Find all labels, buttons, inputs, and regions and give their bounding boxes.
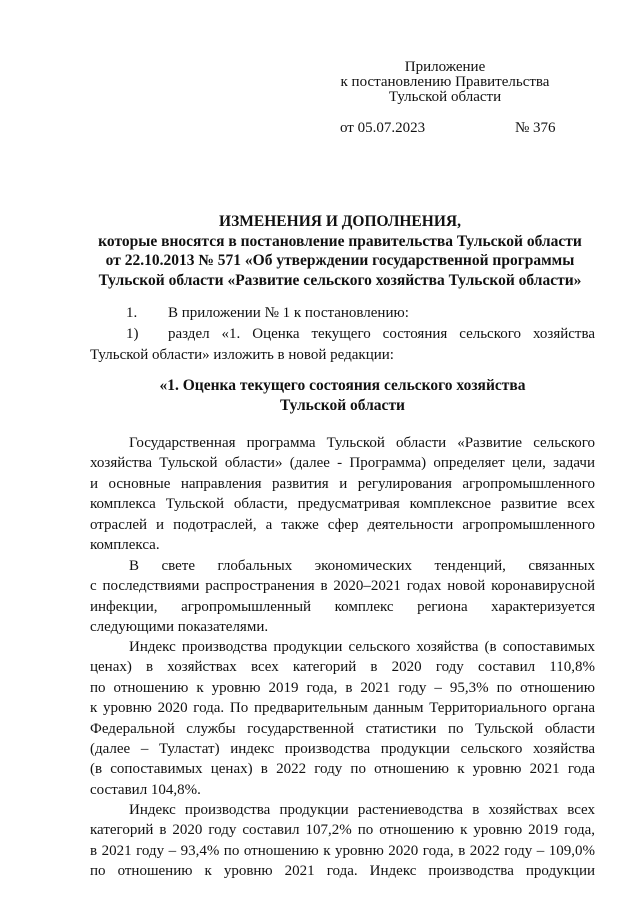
paragraph-line: отраслей и подотраслей, а также сфер деятельности агропромышленного <box>90 516 595 533</box>
list-item-2-text-rest <box>90 345 595 365</box>
paragraph-line: Государственная программа Тульской области «Развитие сельского <box>129 435 595 451</box>
decree-number: № 376 <box>515 120 556 136</box>
paragraph-line: инфекции, агропромышленный комплекс региона характеризуется <box>90 598 595 615</box>
paragraph-line: комплекса Тульской области, предусматривая комплексное развитие всех <box>90 496 595 513</box>
title-line-3: от 22.10.2013 № 571 «Об утверждении государственной программы <box>105 252 575 269</box>
paragraph-line: следующими показателями. <box>90 619 269 636</box>
paragraph-4 <box>90 800 595 882</box>
list-item-1-number: 1. <box>126 305 138 321</box>
paragraph-line: по отношению к уровню 2021 года. Индекс производства продукции <box>90 863 595 880</box>
paragraph-line: комплекса. <box>90 537 160 554</box>
paragraph-line: категорий в 2020 году составил 107,2% по отношению к уровню 2019 года, <box>90 822 595 839</box>
list-item-2-text-a: раздел «1. Оценка текущего состояния сельского хозяйства <box>168 326 595 342</box>
paragraph-line: (далее – Туластат) индекс производства продукции сельского хозяйства <box>90 741 595 758</box>
paragraph-line: и основные направления развития и регулирования агропромышленного <box>90 475 595 492</box>
list-item-2-text-first <box>168 324 595 344</box>
paragraph-line: Индекс производства продукции растениеводства в хозяйствах всех <box>129 802 595 818</box>
appendix-header <box>320 60 570 105</box>
paragraph-line: ценах) в хозяйствах всех категорий в 2020 году составил 110,8% <box>90 659 595 676</box>
section-heading-line-1: «1. Оценка текущего состояния сельского хозяйства <box>159 377 526 394</box>
paragraph-3 <box>90 637 595 800</box>
list-item-1-text: В приложении № 1 к постановлению: <box>168 305 409 321</box>
section-heading-line-2: Тульской области <box>280 397 405 414</box>
decree-date: от 05.07.2023 <box>340 120 426 136</box>
paragraph-line: к уровню 2020 года. По предварительным данным Территориального органа <box>90 700 595 717</box>
title-line-4: Тульской области «Развитие сельского хозяйства Тульской области» <box>98 271 582 289</box>
list-item-2-number: 1) <box>126 326 139 342</box>
paragraph-line: в 2021 году – 93,4% по отношению к уровню 2020 года, в 2022 году – 109,0% <box>90 842 595 859</box>
paragraph-line: (в сопоставимых ценах) в 2022 году по отношению к уровню 2021 года <box>90 761 595 778</box>
paragraph-2 <box>90 556 595 638</box>
paragraph-line: по отношению к уровню 2019 года, в 2021 году – 95,3% по отношению <box>90 679 595 696</box>
paragraph-line: В свете глобальных экономических тенденций, связанных <box>129 558 595 574</box>
paragraph-line: с последствиями распространения в 2020–2021 годах новой коронавирусной <box>90 578 595 595</box>
title-line-1: ИЗМЕНЕНИЯ И ДОПОЛНЕНИЯ, <box>219 213 461 230</box>
paragraph-line: хозяйства Тульской области» (далее - Программа) определяет цели, задачи <box>90 455 595 472</box>
appendix-line-3: Тульской области <box>388 89 502 105</box>
paragraph-line: Индекс производства продукции сельского хозяйства (в сопоставимых <box>129 639 595 655</box>
section-heading <box>90 376 595 416</box>
document-title <box>80 212 600 290</box>
appendix-line-1: Приложение <box>404 59 486 75</box>
appendix-line-2: к постановлению Правительства <box>340 74 550 90</box>
paragraph-1 <box>90 433 595 555</box>
title-line-2: которые вносятся в постановление правительства Тульской области <box>98 232 582 250</box>
paragraph-line: Федеральной службы государственной статистики по Тульской области <box>90 720 595 737</box>
decree-date-number <box>340 120 560 137</box>
list-item-2-text-b: Тульской области» изложить в новой редакции: <box>90 347 394 363</box>
paragraph-line: составил 104,8%. <box>90 781 201 798</box>
